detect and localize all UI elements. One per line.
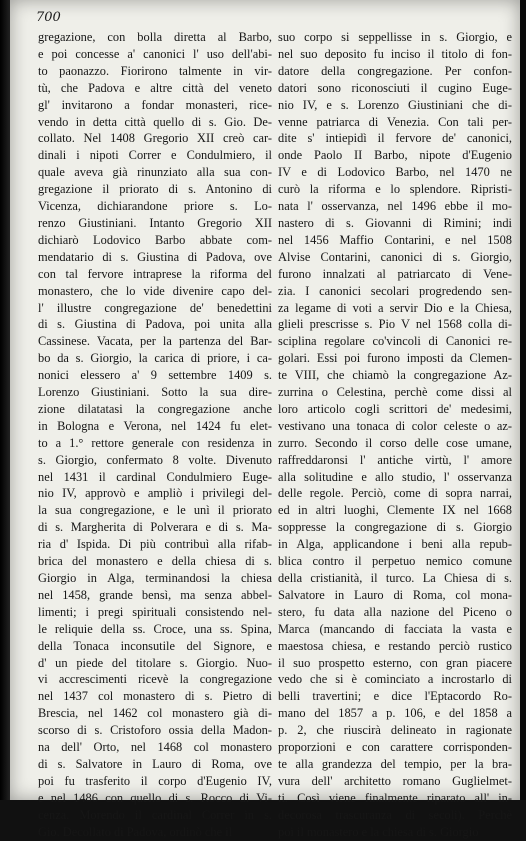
text-line: tù, che Padova e altre città del veneto xyxy=(38,80,272,95)
text-line: delle regole. Perciò, come di sopra narrai, xyxy=(278,486,512,501)
text-line: renzo Giustiniani. Intanto Gregorio XII xyxy=(38,215,272,230)
text-line: raffreddaronsi l' antiche virtù, l' amore xyxy=(278,452,512,467)
text-line: limenti; i pregi spirituali consistendo nel- xyxy=(38,604,272,619)
text-line: mano del 1857 a p. 106, e del 1858 a xyxy=(278,706,512,721)
text-line: vestivano una tonaca di color celeste o az- xyxy=(278,418,512,433)
left-text-column xyxy=(38,29,272,841)
text-line: mendatario di s. Giustina di Padova, ove xyxy=(38,249,272,264)
text-line: della cristianità, il turco. La Chiesa di s. xyxy=(278,571,512,585)
text-line: Gio. Decollato di Padova, ordinò che il xyxy=(38,824,233,839)
text-line: di s. Giustina di Padova, poi unita alla xyxy=(38,317,272,332)
text-line: Lorenzo Giustiniani. Sotto la sua dire- xyxy=(38,385,272,400)
text-line: Vicenza, dichiarandone priore s. Lo- xyxy=(38,199,272,214)
text-line: in Bologna e Verona, nel 1424 fu elet- xyxy=(38,418,272,433)
text-line: gl' invitarono a fondar monasteri, rice- xyxy=(38,97,272,112)
right-text-column xyxy=(278,29,512,841)
text-line: furono innalzati al patriarcato di Vene- xyxy=(278,266,512,281)
text-line: za legame di voti a servir Dio e la Chiesa, xyxy=(278,300,512,315)
text-line: vendo in detta città quello di s. Gio. De- xyxy=(38,114,272,129)
text-line: dinali i nipoti Correr e Condulmiero, il xyxy=(38,148,272,163)
text-line: zurrina o Celestina, perchè come dissi al xyxy=(278,385,512,400)
text-line: Giorgio in Alga, terminandosi la chiesa xyxy=(38,571,272,585)
text-line: IV e di Lodovico Barbo, nel 1470 ne xyxy=(278,165,512,180)
text-line: proporzioni e con carattere corrisponden- xyxy=(278,740,512,755)
text-line: nel 1437 col monastero di s. Pietro di xyxy=(38,689,272,704)
text-line: dite s' intiepidì il fervore de' canonici, xyxy=(278,131,512,146)
text-line: vura dell' architetto romano Guglielmet- xyxy=(278,773,512,788)
page-left-shadow xyxy=(0,0,10,800)
text-line: stero, fu data alla nazione del Piceno o xyxy=(278,604,512,619)
text-line: nel 1458, grande bensì, ma senza abbel- xyxy=(38,587,272,602)
text-line: di s. Margherita di Polverara e di s. Ma- xyxy=(38,520,272,535)
text-line: to a 1.° rettore generale con residenza in xyxy=(38,435,272,450)
text-line: monastero, che lo vide divenire capo del- xyxy=(38,283,272,298)
text-line: e poi concesse a' canonici l' uso dell'abi- xyxy=(38,46,272,61)
text-line: in Alga, applicandone i beni alla repub- xyxy=(278,537,512,552)
text-line: nel 1456 Maffio Contarini, e nel 1508 xyxy=(278,232,512,247)
text-line: nel suo deposito fu inciso il titolo di fon- xyxy=(278,46,512,61)
text-line: glieli prescrisse s. Pio V nel 1568 colla di- xyxy=(278,317,512,332)
text-line: sciplina regolare co'vincoli di Canonici re- xyxy=(278,334,512,349)
text-line: di s. Salvatore in Lauro di Roma, ove xyxy=(38,756,272,771)
text-line: belli travertini; e dice l'Eptacordo Ro- xyxy=(278,689,512,704)
text-line: zia. I canonici secolari progredendo sen- xyxy=(278,283,512,298)
text-line: nio IV, approvò e ampliò i privilegi del- xyxy=(38,486,272,501)
text-line: to paonazzo. Fiorirono talmente in vir- xyxy=(38,63,272,78)
text-line: il suo prospetto esterno, con gran piacere xyxy=(278,655,512,670)
text-line: te alla grandezza del tempio, per la bra- xyxy=(278,756,512,771)
text-line: gregazione il priorato di s. Antonino di xyxy=(38,182,272,197)
text-line: nastero di s. Giovanni di Rimini; indi xyxy=(278,215,512,230)
text-line: cenza. Morendo il cardinal Correr in s. xyxy=(38,807,272,822)
text-line: bo da s. Giorgio, la carica di priore, i ca- xyxy=(38,351,272,366)
text-line: venne patriarca di Venezia. Con tali per- xyxy=(278,114,512,129)
text-line: brica del monastero e della chiesa di s. xyxy=(38,554,272,569)
text-line: onde Paolo II Barbo, nipote d'Eugenio xyxy=(278,148,512,163)
text-line: zurro. Secondo il corso delle cose umane, xyxy=(278,435,512,450)
text-line: Cassinese. Vacata, per la partenza del Bar- xyxy=(38,334,272,349)
text-line: l' illustre congregazione de' benedettini xyxy=(38,300,272,315)
text-line: ria d' Ispida. Di più contribuì alla rifab- xyxy=(38,537,272,552)
page-right-shadow xyxy=(520,0,526,800)
text-line: ti. Così viene finalmente riparato all' in- xyxy=(278,790,512,805)
text-line: le reliquie della ss. Croce, una ss. Spina, xyxy=(38,621,272,636)
text-line: s. Giorgio, confermato 8 volte. Divenuto xyxy=(38,452,272,467)
text-line: soppresse la congregazione di s. Giorgio xyxy=(278,520,512,535)
text-line: vi accrescimenti ricevè la congregazione xyxy=(38,672,272,687)
text-line: d' un piede del titolare s. Giorgio. Nuo- xyxy=(38,655,272,670)
text-line: la sua congregazione, e le unì il priorato xyxy=(38,503,272,518)
page-number: 700 xyxy=(36,10,61,25)
text-line: poi fu trasferito il corpo d'Eugenio IV, xyxy=(38,773,272,788)
text-line: datori sono riconosciuti il cugino Euge- xyxy=(278,80,512,95)
text-line: alla solitudine e allo studio, l' osservanza xyxy=(278,469,512,484)
text-line: decorosa trascuranza di secoli). Perchè xyxy=(278,807,512,822)
text-line: vedo che si è cominciato a incrostarlo di xyxy=(278,672,512,687)
text-line: suo corpo si seppellisse in s. Giorgio, e xyxy=(278,30,512,44)
text-line: p. 2, che riuscirà delineato in ragionate xyxy=(278,723,512,738)
text-line: zione dilatatasi la congregazione anche xyxy=(38,401,272,416)
text-line: Salvatore in Lauro di Roma, col mona- xyxy=(278,587,512,602)
text-line: quale aveva già rinunziato alla sua con- xyxy=(38,165,272,180)
text-line: con tal fervore intraprese la riforma del xyxy=(38,266,272,281)
text-line: dichiarò Lodovico Barbo abbate com- xyxy=(38,232,272,247)
text-line: te VIII, che chiamò la congregazione Az- xyxy=(278,368,512,383)
text-line: nio IV, e s. Lorenzo Giustiniani che di- xyxy=(278,97,512,112)
book-page xyxy=(10,0,520,839)
text-line: scorso di s. Cristoforo ossia della Madon- xyxy=(38,723,272,738)
text-line: Alvise Contarini, canonici di s. Giorgio, xyxy=(278,249,512,264)
text-line: e nel 1486 con quello di s. Rocco di Vi- xyxy=(38,790,272,805)
text-line: na dell' Orto, nel 1468 col monastero xyxy=(38,740,272,755)
text-line: Marca (mancando di facciata la vasta e xyxy=(278,621,512,636)
text-line: gregazione, con bolla diretta al Barbo, xyxy=(38,30,272,44)
text-line: poi il monastero e la chiesa di s. Giorgio xyxy=(278,824,479,839)
text-line: curò la riforma e lo splendore. Ripristi- xyxy=(278,182,512,197)
text-line: loro articolo cogli scrittori de' medesimi, xyxy=(278,401,512,416)
text-line: golari. Essi poi furono imposti da Clemen- xyxy=(278,351,512,366)
text-line: della Tonaca inconsutile del Signore, e xyxy=(38,638,272,653)
text-line: maestosa chiesa, e restando perciò rustico xyxy=(278,638,512,653)
text-line: blica contro il perpetuo nemico comune xyxy=(278,554,512,569)
text-line: nel 1431 il cardinal Condulmiero Euge- xyxy=(38,469,272,484)
text-line: Brescia, nel 1462 col monastero già di- xyxy=(38,706,272,721)
text-line: datore della congregazione. Per confon- xyxy=(278,63,512,78)
text-line: ed in altri luoghi, Clemente IX nel 1668 xyxy=(278,503,512,518)
text-line: nonici elessero a' 9 settembre 1409 s. xyxy=(38,368,272,383)
text-line: collato. Nel 1408 Gregorio XII creò car- xyxy=(38,131,272,146)
text-line: nata l' osservanza, nel 1496 ebbe il mo- xyxy=(278,199,512,214)
